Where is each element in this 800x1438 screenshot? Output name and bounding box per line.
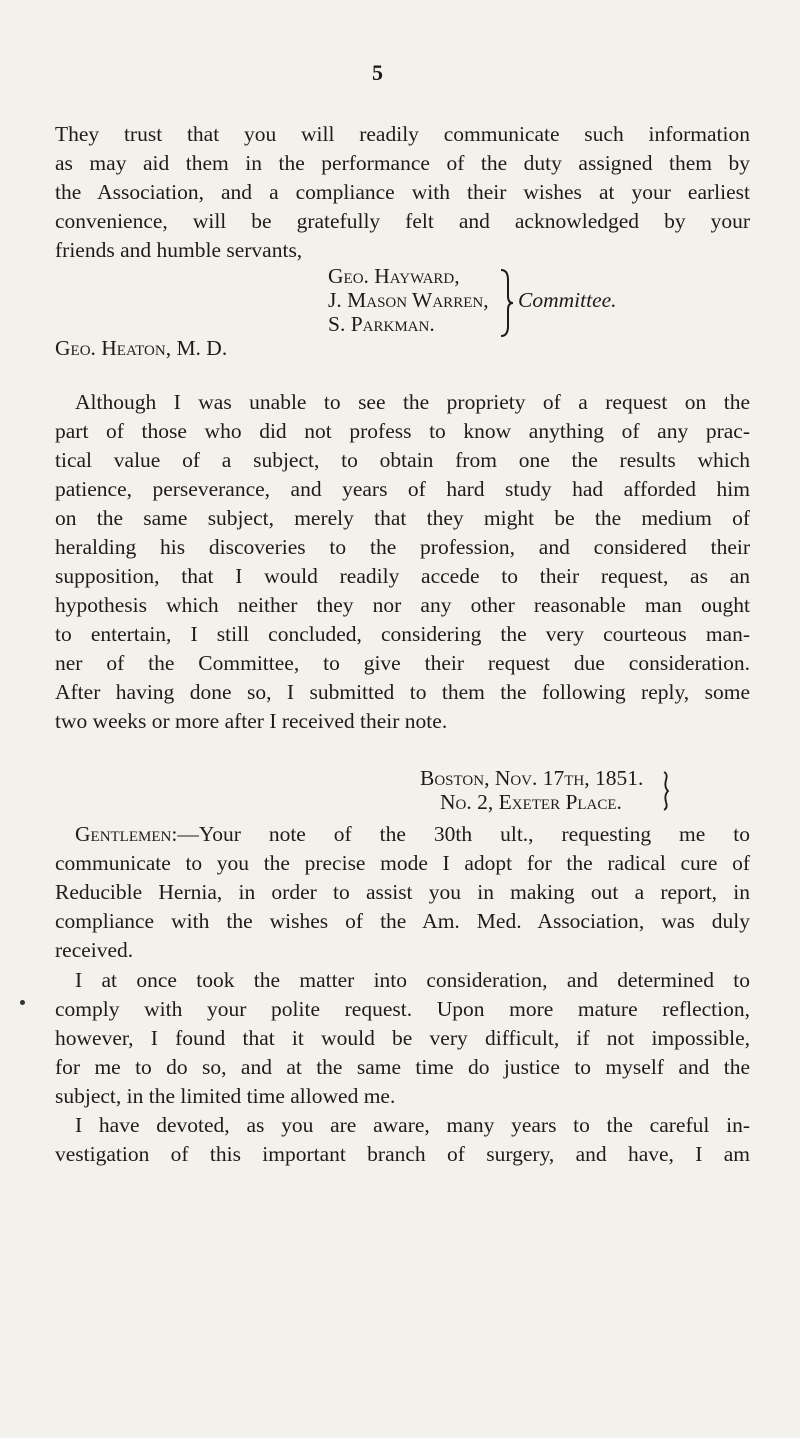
salutation: Gentlemen — [75, 822, 172, 846]
text-line: to entertain, I still concluded, considering the very courteous man- — [55, 622, 750, 646]
text-line: supposition, that I would readily accede to their request, as an — [55, 564, 750, 588]
committee-label: Committee. — [518, 288, 617, 312]
dateline: Boston, Nov. 17th, 1851. — [420, 766, 644, 790]
text-line: hypothesis which neither they nor any other reasonable man ought — [55, 593, 750, 617]
addressee: Geo. Heaton, M. D. — [55, 336, 228, 360]
text-line: After having done so, I submitted to them the following reply, some — [55, 680, 750, 704]
text-line: I have devoted, as you are aware, many years to the careful in- — [75, 1113, 750, 1137]
text-line: for me to do so, and at the same time do justice to myself and the — [55, 1055, 750, 1079]
text-line: the Association, and a compliance with their wishes at your earliest — [55, 180, 750, 204]
text-line — [75, 820, 750, 849]
signatory: S. Parkman. — [328, 312, 435, 336]
text-line: vestigation of this important branch of surgery, and have, I am — [55, 1142, 750, 1166]
text-line: received. — [55, 938, 134, 962]
ink-spot — [20, 1000, 25, 1005]
text-line: convenience, will be gratefully felt and acknowledged by your — [55, 209, 750, 233]
text-line: comply with your polite request. Upon more mature reflection, — [55, 997, 750, 1021]
text-line: friends and humble servants, — [55, 238, 303, 262]
text-line: two weeks or more after I received their note. — [55, 709, 448, 733]
text-line: compliance with the wishes of the Am. Med. Association, was duly — [55, 909, 750, 933]
signatory: J. Mason Warren, — [328, 288, 489, 312]
brace-icon — [660, 770, 672, 812]
dateline: No. 2, Exeter Place. — [440, 790, 622, 814]
text-line: part of those who did not profess to know anything of any prac- — [55, 419, 750, 443]
brace-icon — [498, 268, 514, 338]
text-line: heralding his discoveries to the profession, and considered their — [55, 535, 750, 559]
text-line: Reducible Hernia, in order to assist you in making out a report, in — [55, 880, 750, 904]
text-line: Although I was unable to see the propriety of a request on the — [75, 390, 750, 414]
text-line: on the same subject, merely that they might be the medium of — [55, 506, 750, 530]
text-line: I at once took the matter into consideration, and determined to — [75, 968, 750, 992]
text-line: subject, in the limited time allowed me. — [55, 1084, 396, 1108]
text-line: patience, perseverance, and years of hard study had afforded him — [55, 477, 750, 501]
text-line: tical value of a subject, to obtain from one the results which — [55, 448, 750, 472]
signatory: Geo. Hayward, — [328, 264, 460, 288]
page-number: 5 — [372, 60, 383, 85]
text-fragment: :—Your note of the 30th ult., requesting me to — [171, 822, 750, 846]
text-line: however, I found that it would be very difficult, if not impossible, — [55, 1026, 750, 1050]
text-line: communicate to you the precise mode I adopt for the radical cure of — [55, 851, 750, 875]
text-line: ner of the Committee, to give their request due consideration. — [55, 651, 750, 675]
text-line: as may aid them in the performance of the duty assigned them by — [55, 151, 750, 175]
text-line: They trust that you will readily communicate such information — [55, 122, 750, 146]
